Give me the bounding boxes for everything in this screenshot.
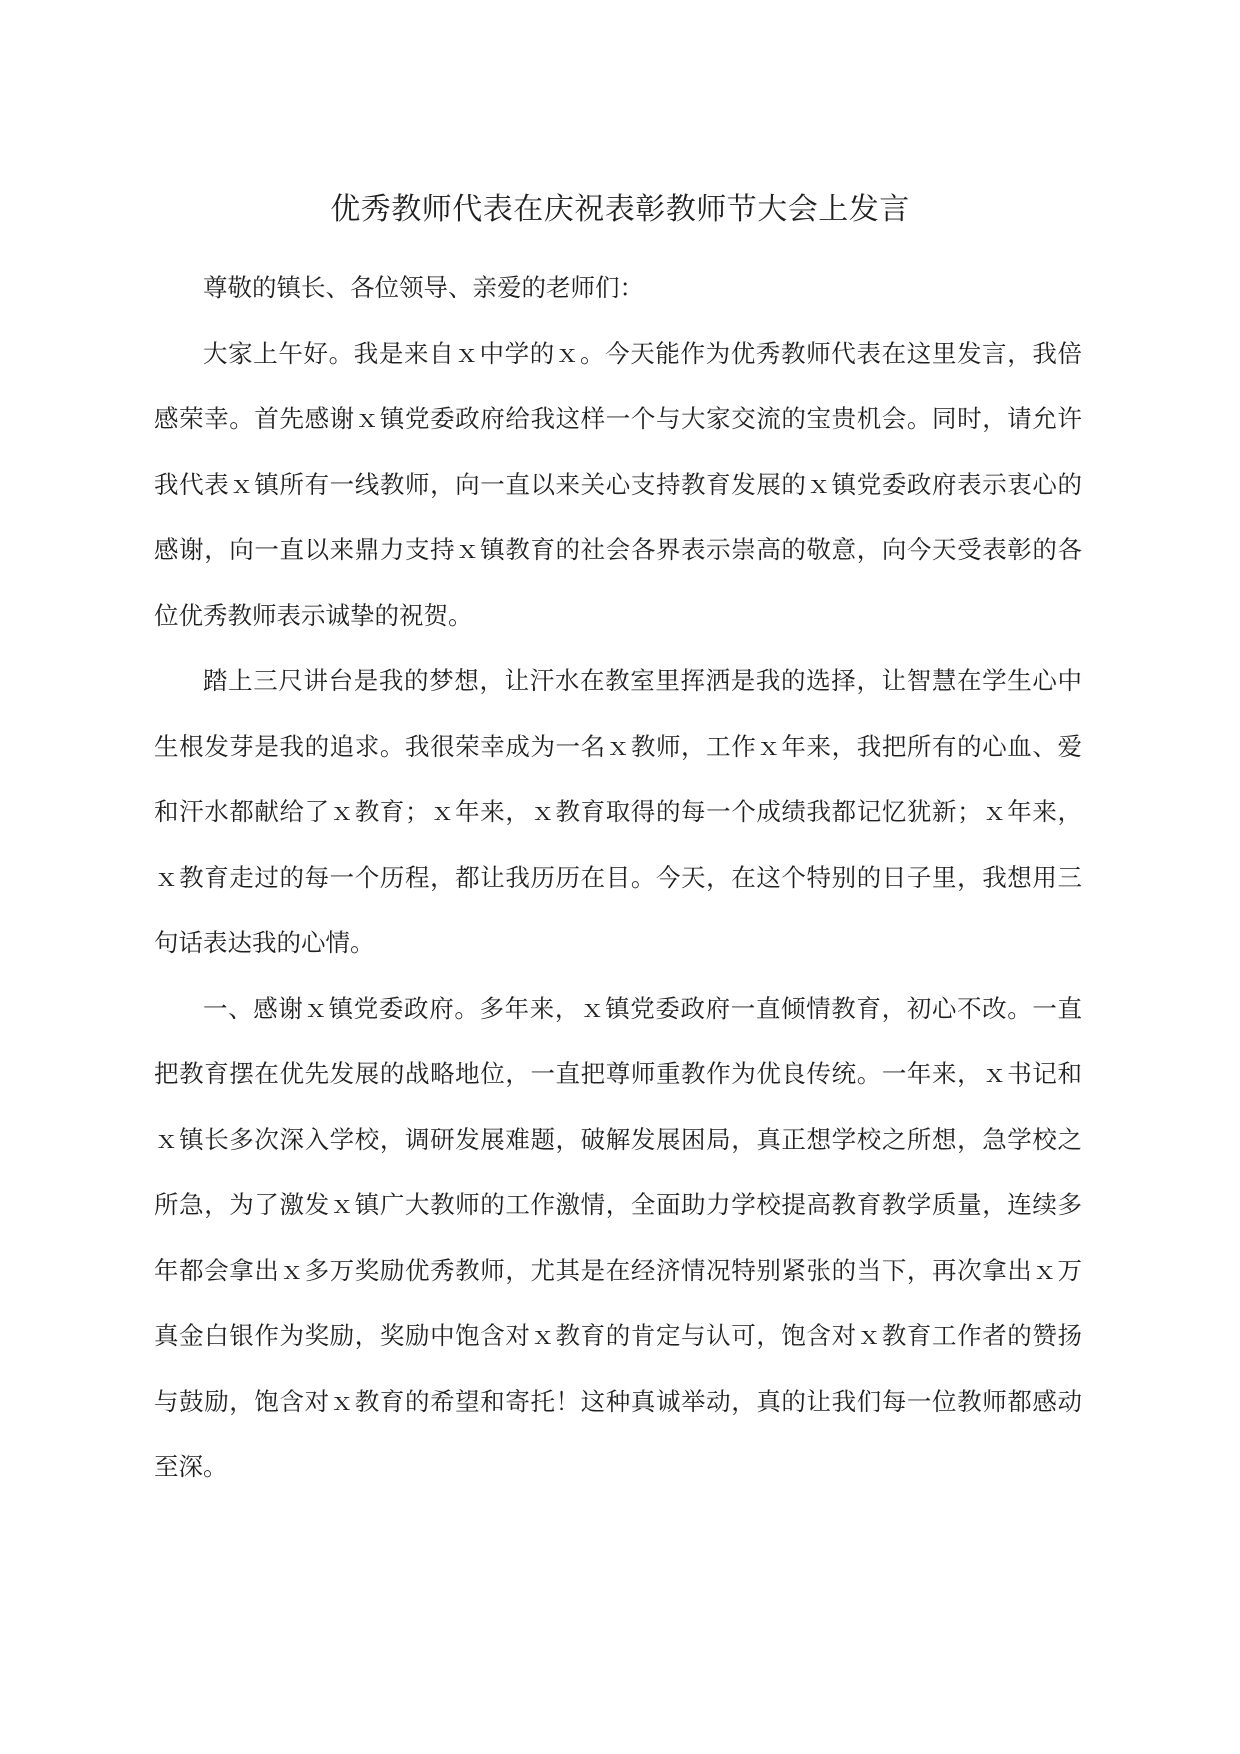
document-title: 优秀教师代表在庆祝表彰教师节大会上发言 xyxy=(330,192,910,227)
greeting-paragraph: 大家上午好。我是来自ｘ中学的ｘ。今天能作为优秀教师代表在这里发言，我倍感荣幸。首先感谢ｘ镇党委政府给我这样一个与大家交流的宝贵机会。同时，请允许我代表ｘ镇所有一线教师，向一直以来关心支持教育发展的ｘ镇党委政府表示衷心的感谢，向一直以来鼎力支持ｘ镇教育的社会各界表示崇高的敬意，向今天受表彰的各位优秀教师表示诚挚的祝贺。 xyxy=(154,338,1082,630)
salutation-paragraph: 尊敬的镇长、各位领导、亲爱的老师们： xyxy=(203,273,644,302)
document-body xyxy=(154,255,1082,1500)
thanks-paragraph: 一、感谢ｘ镇党委政府。多年来，ｘ镇党委政府一直倾情教育，初心不改。一直把教育摆在优先发展的战略地位，一直把尊师重教作为优良传统。一年来，ｘ书记和ｘ镇长多次深入学校，调研发展难题，破解发展困局，真正想学校之所想，急学校之所急，为了激发ｘ镇广大教师的工作激情，全面助力学校提高教育教学质量，连续多年都会拿出ｘ多万奖励优秀教师，尤其是在经济情况特别紧张的当下，再次拿出ｘ万真金白银作为奖励，奖励中饱含对ｘ教育的肯定与认可，饱含对ｘ教育工作者的赞扬与鼓励，饱含对ｘ教育的希望和寄托！这种真诚举动，真的让我们每一位教师都感动至深。 xyxy=(154,993,1082,1481)
dream-paragraph: 踏上三尺讲台是我的梦想，让汗水在教室里挥洒是我的选择，让智慧在学生心中生根发芽是我的追求。我很荣幸成为一名ｘ教师，工作ｘ年来，我把所有的心血、爱和汗水都献给了ｘ教育；ｘ年来，ｘ教育取得的每一个成绩我都记忆犹新；ｘ年来，ｘ教育走过的每一个历程，都让我历历在目。今天，在这个特别的日子里，我想用三句话表达我的心情。 xyxy=(154,666,1082,957)
